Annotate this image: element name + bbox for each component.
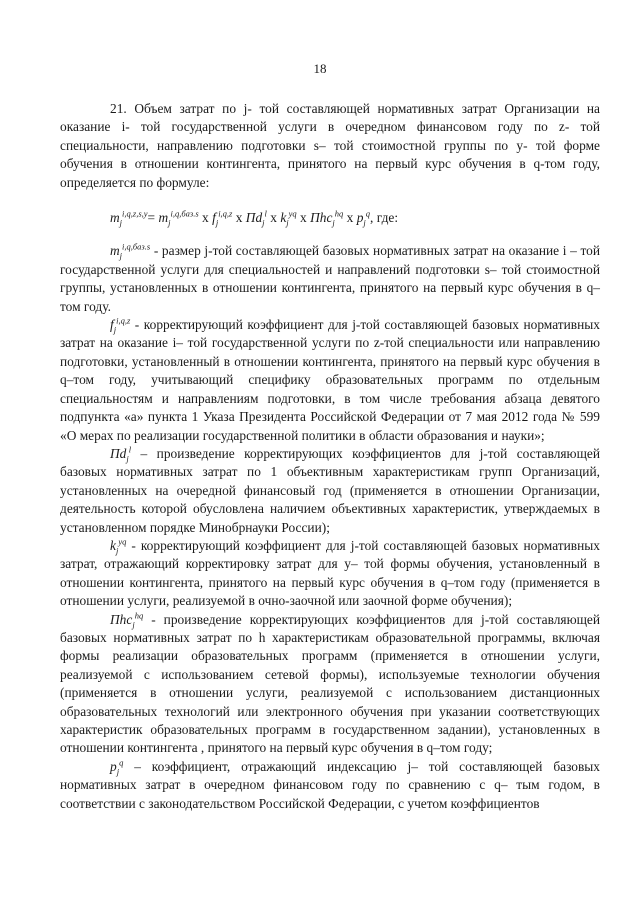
definition-k-coefficient <box>60 537 600 611</box>
definition-symbol: $f_j^{i,q,z}$ <box>110 315 131 335</box>
formula-times: x <box>235 210 243 226</box>
definition-symbol: Пhc$_j^{hq}$ <box>110 610 144 630</box>
paragraph-21: 21. Объем затрат по j- той составляющей нормативных затрат Организации на оказание i- той государственной услуги в очередном финансовом году по z- той специальности, направлению подготовки s– той стоимостной группы по y- той форме обучения в отношении контингента, принятого на первый курс обучения в q-том году, определяется по формуле: <box>60 101 600 190</box>
definition-text: – коэффициент, отражающий индексацию j– той составляющей базовых нормативных затрат в очередном финансовом году по сравнению с q– тым годом, в соответствии с законодательством Российской Федерации, с учетом коэффициентов <box>60 758 600 811</box>
formula-lhs: $m_j^{i,q,z,s,y}$ <box>110 208 148 228</box>
definition-text: - корректирующий коэффициент для j-той составляющей базовых нормативных затрат, отражающий корректировку затрат для y– той формы обучения, установленный в отношении контингента, принятого на первый курс обучения в q–том году (применяется в отношении услуги, реализуемой в очно-заочной или заочной форме обучения); <box>60 537 600 609</box>
definition-symbol: $p_j^q$ <box>110 757 124 777</box>
formula-times: x <box>300 210 307 226</box>
formula-times: x <box>270 210 277 226</box>
definition-phc-product <box>60 611 600 758</box>
page-content <box>60 100 600 813</box>
definition-text: - произведение корректирующих коэффициентов для j-той составляющей базовых нормативных затрат по h характеристикам образовательной программы, включая формы реализации образовательных программ (применяется в отношении услуги, реализуемой с использованием сетевой формы), используемые технологии обучения (применяется в отношении услуги, реализуемой с использованием дистанционных образовательных технологий или электронного обучения при указании соответствующих характеристик образовательных программ в государственном задании), установленных в отношении контингента , принятого на первый курс обучения в q–том году; <box>60 611 600 756</box>
definition-text: – произведение корректирующих коэффициентов для j-той составляющей базовых нормативных затрат по 1 объективным характеристикам групп Организаций, установленных на очередной финансовый год (применяется в отношении Организации, деятельность которой обусловлена наличием объективных характеристик, утверждаемых в установленном порядке Минобрнауки России); <box>60 445 600 535</box>
definition-symbol: $m_j^{i,q,баз.s}$ <box>110 241 151 262</box>
definition-pd-product <box>60 445 600 537</box>
formula-equals: = <box>147 210 156 226</box>
definition-symbol: $k_j^{yq}$ <box>110 536 127 556</box>
definition-symbol: $Пd_j^l$ <box>110 444 132 464</box>
formula-term-f: $f_j^{i,q,z}$ <box>212 208 233 228</box>
formula-term-pd: $Пd_j^l$ <box>245 208 267 228</box>
page-number: 18 <box>313 61 327 76</box>
formula-term-phc: Пhc$_j^{hq}$ <box>310 208 344 228</box>
definition-p-coefficient <box>60 758 600 813</box>
definition-text: - корректирующий коэффициент для j-той составляющей базовых нормативных затрат на оказание i– той государственной услуги по z-той специальности или направлению подготовки, установленный в отношении контингента, принятого на первый курс обучения в q–том году, учитывающий специфику образовательных программ по отдельным специальностям и направлениям подготовки, в том числе требования абзаца девятого подпункта «а» пункта 1 Указа Президента Российской Федерации от 7 мая 2012 года № 599 «О мерах по реализации государственной политики в области образования и науки»; <box>60 317 600 443</box>
definition-base-cost <box>60 242 600 316</box>
definition-f-coefficient <box>60 316 600 445</box>
definition-text: - размер j-той составляющей базовых нормативных затрат на оказание i – той государственной услуги для специальностей и направлений подготовки s– той стоимостной группы, установленных в отношении контингента, принятого на первый курс обучения в q–том году. <box>60 243 600 314</box>
formula-times: x <box>202 210 209 226</box>
formula-term-base-cost: $m_j^{i,q,баз.s}$ <box>158 208 199 228</box>
formula-tail: , где: <box>370 210 399 226</box>
formula-times: x <box>346 210 354 226</box>
formula-term-k: $k_j^{yq}$ <box>280 208 297 228</box>
formula-term-p: $p_j^q$ <box>356 208 371 228</box>
cost-formula <box>110 209 600 227</box>
